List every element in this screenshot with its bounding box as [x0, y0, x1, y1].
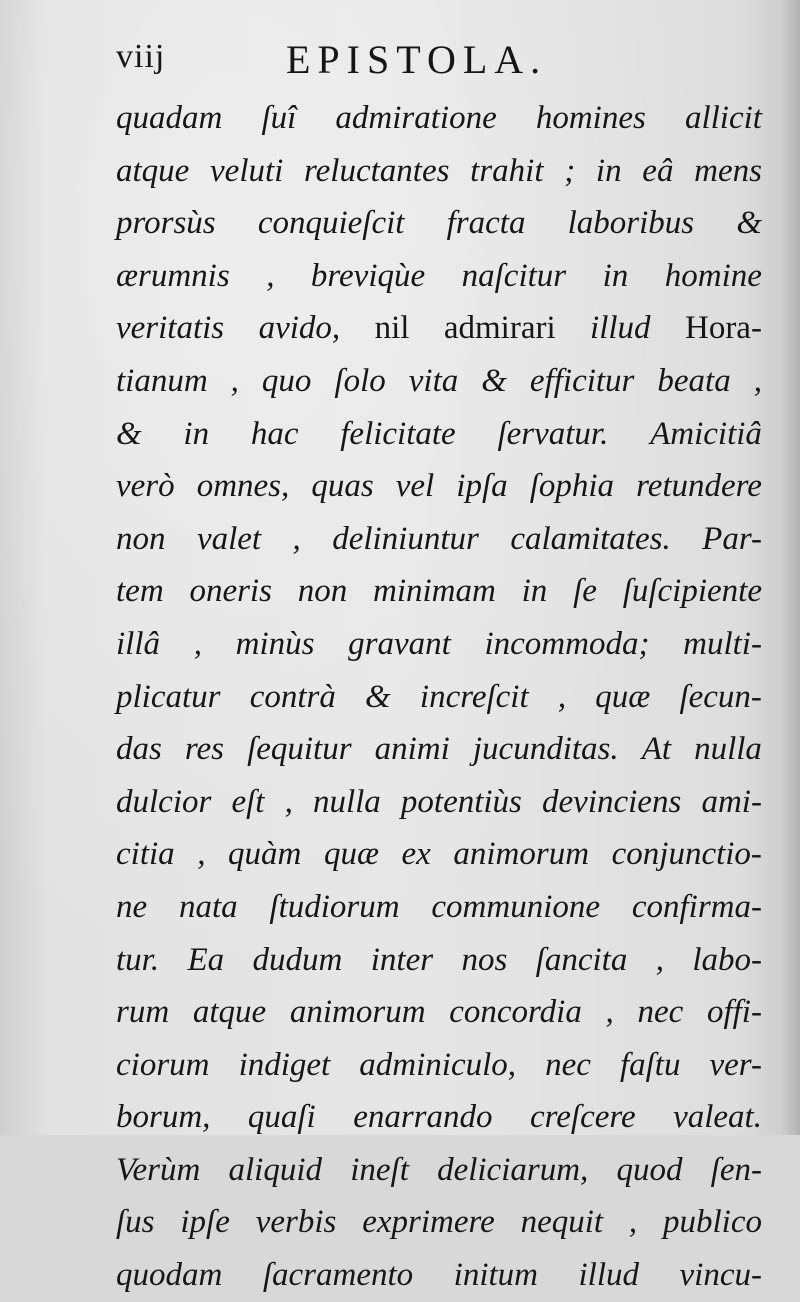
- word: quàm: [228, 836, 302, 873]
- word: verbis: [255, 1204, 337, 1241]
- word: At: [641, 731, 672, 768]
- word: ,: [197, 836, 206, 873]
- word: ſecun-: [679, 678, 762, 715]
- word: tur.: [116, 941, 160, 978]
- word: eſt: [231, 783, 265, 820]
- word: animorum: [453, 836, 590, 873]
- page-edge-shadow: [782, 0, 800, 1135]
- word: enarrando: [353, 1099, 493, 1136]
- word: laboribus: [567, 205, 695, 242]
- word: offi-: [706, 994, 762, 1031]
- text-line: [116, 723, 762, 776]
- word: ciorum: [116, 1046, 210, 1083]
- word: initum: [453, 1257, 538, 1294]
- word: animi: [374, 731, 450, 768]
- word: illud: [590, 310, 651, 347]
- word: in: [595, 152, 622, 189]
- word: non: [116, 520, 166, 557]
- word: ,: [284, 783, 293, 820]
- word: avido,: [258, 310, 341, 347]
- word: veritatis: [116, 310, 225, 347]
- word: illud: [578, 1257, 640, 1294]
- text-line: [116, 302, 762, 355]
- word: nec: [545, 1046, 591, 1083]
- word: nata: [178, 888, 238, 925]
- word: conjunctio-: [611, 836, 762, 873]
- word: eâ: [642, 152, 674, 189]
- text-line: [116, 1039, 762, 1092]
- text-line: [116, 934, 762, 987]
- word: omnes,: [196, 468, 290, 505]
- word: indiget: [238, 1046, 331, 1083]
- page-number: viij: [116, 38, 166, 75]
- word: creſcere: [529, 1099, 636, 1136]
- word: labo-: [692, 941, 762, 978]
- text-line: [116, 197, 762, 250]
- word: &: [116, 415, 142, 452]
- word: nos: [461, 941, 508, 978]
- text-line: [116, 671, 762, 724]
- text-line: [116, 565, 762, 618]
- word: ex: [401, 836, 431, 873]
- word: borum,: [116, 1099, 211, 1136]
- word: ſancita: [535, 941, 628, 978]
- word: &: [736, 205, 762, 242]
- word: dudum: [252, 941, 343, 978]
- word: vita: [408, 362, 459, 399]
- word: ſequitur: [247, 731, 352, 768]
- word: allicit: [684, 100, 762, 136]
- word: deliniuntur: [332, 520, 479, 557]
- word: jucunditas.: [472, 731, 619, 768]
- word: concordia: [449, 994, 582, 1031]
- word: in: [183, 415, 210, 452]
- text-line: [116, 1144, 762, 1197]
- word: hac: [250, 415, 299, 452]
- word: breviqùe: [310, 257, 426, 294]
- word: Ea: [187, 941, 225, 978]
- word: retundere: [636, 468, 762, 505]
- word: reluctantes: [304, 152, 450, 189]
- word: ſen-: [710, 1151, 762, 1188]
- word: ne: [116, 888, 148, 925]
- word: fracta: [446, 205, 526, 242]
- word: Verùm: [116, 1151, 201, 1188]
- word: nulla: [312, 783, 381, 820]
- word: beata: [657, 362, 731, 399]
- word: plicatur: [116, 678, 221, 715]
- body-text: [116, 92, 762, 1302]
- word: ipſe: [180, 1204, 230, 1241]
- word: ſe: [573, 573, 597, 610]
- word: ver-: [709, 1046, 762, 1083]
- page-header: [0, 38, 800, 86]
- word: quæ: [595, 678, 651, 715]
- text-line: [116, 828, 762, 881]
- word: nequit: [520, 1204, 604, 1241]
- word: ,: [193, 625, 202, 662]
- word: conquieſcit: [257, 205, 405, 242]
- text-line: [116, 1196, 762, 1249]
- word: nil: [374, 310, 410, 347]
- word: admirari: [443, 310, 556, 347]
- word: ſtudiorum: [269, 888, 400, 925]
- word: incommoda;: [484, 625, 650, 662]
- word: confirma-: [631, 888, 762, 925]
- word: veluti: [210, 152, 284, 189]
- word: ;: [564, 152, 576, 189]
- word: oneris: [189, 573, 272, 610]
- text-line: [116, 145, 762, 198]
- text-line: [116, 460, 762, 513]
- word: ſacramento: [262, 1257, 414, 1294]
- word: Hora-: [684, 310, 762, 347]
- word: homine: [664, 257, 762, 294]
- word: quo: [261, 362, 312, 399]
- word: ſolo: [334, 362, 386, 399]
- word: rum: [116, 994, 170, 1031]
- word: increſcit: [419, 678, 529, 715]
- word: efficitur: [529, 362, 635, 399]
- text-line: [116, 881, 762, 934]
- word: ſus: [116, 1204, 155, 1241]
- word: verò: [116, 468, 175, 505]
- word: animorum: [289, 994, 426, 1031]
- word: valeat.: [673, 1099, 762, 1136]
- word: ,: [292, 520, 301, 557]
- word: nulla: [694, 731, 762, 768]
- word: ,: [605, 994, 614, 1031]
- word: ,: [557, 678, 567, 715]
- word: ipſa: [456, 468, 508, 505]
- word: citia: [116, 836, 175, 873]
- word: quadam: [116, 100, 223, 136]
- word: ,: [230, 362, 239, 399]
- word: vel: [395, 468, 435, 505]
- text-line: [116, 1249, 762, 1302]
- word: prorsùs: [116, 205, 216, 242]
- word: gravant: [348, 625, 451, 662]
- word: felicitate: [340, 415, 456, 452]
- text-line: [116, 986, 762, 1039]
- word: minimam: [373, 573, 496, 610]
- word: exprimere: [362, 1204, 495, 1241]
- text-line: [116, 776, 762, 829]
- text-line: [116, 513, 762, 566]
- word: atque: [192, 994, 267, 1031]
- word: valet: [196, 520, 262, 557]
- word: tem: [116, 573, 164, 610]
- text-line: [116, 1091, 762, 1144]
- word: ami-: [701, 783, 762, 820]
- word: inter: [370, 941, 434, 978]
- word: dulcior: [116, 783, 212, 820]
- word: minùs: [235, 625, 315, 662]
- word: devinciens: [542, 783, 682, 820]
- word: illâ: [116, 625, 161, 662]
- text-line: [116, 92, 762, 145]
- word: ,: [655, 941, 664, 978]
- word: das: [116, 731, 162, 768]
- word: faſtu: [619, 1046, 681, 1083]
- word: atque: [116, 152, 190, 189]
- word: admiratione: [335, 100, 497, 136]
- text-line: [116, 250, 762, 303]
- word: &: [481, 362, 507, 399]
- word: potentiùs: [400, 783, 522, 820]
- word: ſuſcipiente: [622, 573, 762, 610]
- word: contrà: [249, 678, 336, 715]
- word: quas: [311, 468, 374, 505]
- text-line: [116, 408, 762, 461]
- word: quodam: [116, 1257, 223, 1294]
- word: deliciarum,: [437, 1151, 589, 1188]
- word: ſuî: [261, 100, 297, 136]
- word: homines: [535, 100, 646, 136]
- word: quod: [616, 1151, 683, 1188]
- word: Par-: [702, 520, 762, 557]
- word: tianum: [116, 362, 208, 399]
- word: ,: [628, 1204, 638, 1241]
- word: publico: [663, 1204, 762, 1241]
- word: calamitates.: [510, 520, 671, 557]
- word: adminiculo,: [359, 1046, 517, 1083]
- word: naſcitur: [461, 257, 567, 294]
- word: ,: [266, 257, 275, 294]
- word: trahit: [470, 152, 544, 189]
- word: communione: [431, 888, 601, 925]
- text-line: [116, 618, 762, 671]
- word: vincu-: [679, 1257, 762, 1294]
- word: in: [602, 257, 629, 294]
- word: ſophia: [529, 468, 615, 505]
- word: nec: [637, 994, 684, 1031]
- word: quaſi: [247, 1099, 316, 1136]
- word: ,: [753, 362, 762, 399]
- word: in: [521, 573, 548, 610]
- word: ſervatur.: [497, 415, 609, 452]
- word: &: [365, 678, 391, 715]
- word: Amicitiâ: [650, 415, 762, 452]
- word: quæ: [323, 836, 379, 873]
- word: res: [184, 731, 225, 768]
- word: aliquid: [228, 1151, 323, 1188]
- word: non: [297, 573, 348, 610]
- word: multi-: [683, 625, 762, 662]
- word: mens: [694, 152, 762, 189]
- text-line: [116, 355, 762, 408]
- word: ærumnis: [116, 257, 230, 294]
- running-title: EPISTOLA.: [286, 37, 548, 82]
- word: ineſt: [350, 1151, 409, 1188]
